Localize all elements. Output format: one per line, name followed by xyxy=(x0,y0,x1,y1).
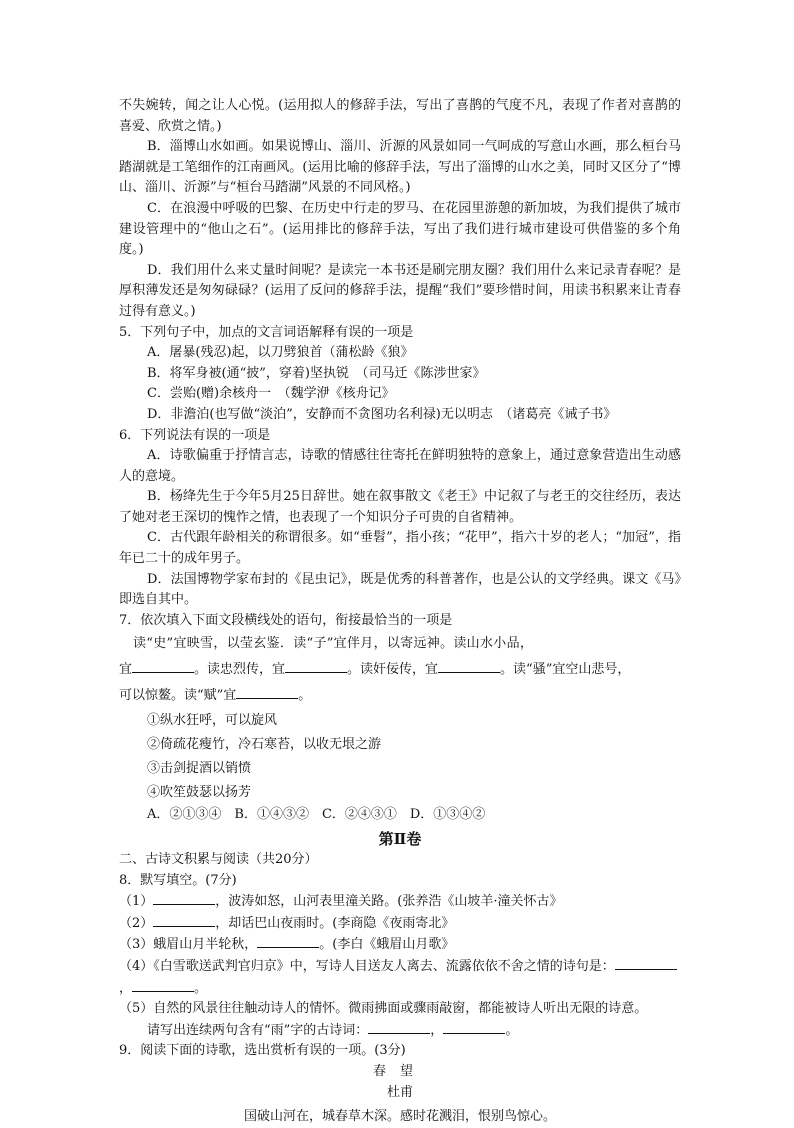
q4-option-c: C．在浪漫中呼吸的巴黎、在历史中行走的罗马、在花园里游憩的新加坡，为我们提供了城市建设管理中的“他山之石”。(运用排比的修辞手法，写出了我们进行城市建设可供借鉴的多个角度。) xyxy=(119,200,681,258)
q6-option-d: D．法国博物学家布封的《昆虫记》，既是优秀的科普著作，也是公认的文学经典。课文《马》即选自其中。 xyxy=(119,571,681,608)
q7-choice-2: ②倚疏花瘦竹，冷石寒苔，以收无垠之游 xyxy=(147,737,382,753)
answer-blank[interactable] xyxy=(438,659,500,673)
q8-item-2 xyxy=(119,913,681,935)
q6-option-c: C．古代跟年龄相关的称谓很多。如“垂髫”，指小孩；“花甲”，指六十岁的老人；“加冠”，指年已二十的成年男子。 xyxy=(119,530,681,567)
q7-text: 宜 xyxy=(119,662,133,678)
item-number: （1） xyxy=(119,894,154,910)
answer-blank[interactable] xyxy=(285,659,347,673)
answer-blank[interactable] xyxy=(132,978,194,992)
q8-item-4 xyxy=(119,956,681,999)
q5-option-b: B．将军身被(通“披”，穿着)坚执锐 （司马迁《陈涉世家》 xyxy=(147,365,486,381)
q8-item-3 xyxy=(119,934,681,956)
q7-answer-options: A．②①③④ B．①④③② C．②④③① D．①③④② xyxy=(147,807,486,823)
answer-blank[interactable] xyxy=(153,913,215,927)
separator: ， xyxy=(119,980,133,996)
poem-title: 春望 xyxy=(372,1063,427,1079)
end-mark: 。 xyxy=(505,1022,519,1038)
item-text: （4）《白雪歌送武判官归京》中，写诗人目送友人离去、流露依依不舍之情的诗句是： xyxy=(119,959,615,974)
item-number: （2） xyxy=(119,915,154,931)
answer-blank[interactable] xyxy=(368,1020,430,1034)
q8-item-1 xyxy=(119,891,681,913)
q7-stem: 7．依次填入下面文段横线处的语句，衔接最恰当的一项是 xyxy=(119,612,453,628)
q5-option-c: C．尝贻(赠)余核舟一 （魏学洢《核舟记》 xyxy=(147,386,395,402)
answer-blank[interactable] xyxy=(153,891,215,905)
q8-item-5: （5）自然的风景往往触动诗人的情怀。微雨拂面或骤雨敲窗，都能被诗人听出无限的诗意。 xyxy=(119,1001,648,1017)
q4-option-d: D．我们用什么来丈量时间呢？是读完一本书还是刷完朋友圈？我们用什么来记录青春呢？是厚积薄发还是匆匆碌碌？(运用了反问的修辞手法，提醒“我们”要珍惜时间，用读书积累来让青春过得有意义。) xyxy=(119,262,681,319)
q6-option-b: B．杨绛先生于今年5月25日辞世。她在叙事散文《老王》中记叙了与老王的交往经历，表达了她对老王深切的愧怍之情，也表现了一个知识分子可贵的自省精神。 xyxy=(119,489,681,525)
end-mark: 。 xyxy=(194,980,208,996)
q5-option-a: A．屠暴(残忍)起，以刀劈狼首（蒲松龄《狼》 xyxy=(147,345,414,361)
answer-blank[interactable] xyxy=(132,659,194,673)
item-text: 。(李白《蛾眉山月歌》 xyxy=(319,937,455,953)
q9-stem: 9．阅读下面的诗歌，选出赏析有误的一项。(3分) xyxy=(119,1043,406,1059)
item-text: ，波涛如怒，山河表里潼关路。(张养浩《山坡羊·潼关怀古》 xyxy=(215,894,563,910)
item-text: ，却话巴山夜雨时。(李商隐《夜雨寄北》 xyxy=(215,915,455,931)
q7-choice-1: ①纵水狂呼，可以旋风 xyxy=(147,713,278,729)
q4-option-b: B．淄博山水如画。如果说博山、淄川、沂源的风景如同一气呵成的写意山水画，那么桓台马踏湖就是工笔细作的江南画风。(运用比喻的修辞手法，写出了淄博的山水之美，同时又区分了“博山、淄川、沂源”与“桓台马踏湖”风景的不同风格。) xyxy=(119,139,681,196)
section-title: 第Ⅱ卷 xyxy=(378,830,422,849)
q6-option-a: A．诗歌偏重于抒情言志，诗歌的情感往往寄托在鲜明独特的意象上，通过意象营造出生动感人的意境。 xyxy=(119,448,681,484)
q7-text: 。读忠烈传，宜 xyxy=(194,662,286,678)
q8-stem: 8．默写填空。(7分) xyxy=(119,872,237,888)
q7-text: 。读“骚”宜空山悲号， xyxy=(500,662,631,678)
q7-choice-3: ③击剑捉酒以销愤 xyxy=(147,761,252,777)
q6-stem: 6．下列说法有误的一项是 xyxy=(119,427,271,443)
answer-blank[interactable] xyxy=(615,956,677,970)
q4-option-a-end: 不失婉转，闻之让人心悦。(运用拟人的修辞手法，写出了喜鹊的气度不凡，表现了作者对喜鹊的喜爱、欣赏之情。) xyxy=(119,98,681,134)
q8-item-5-prompt xyxy=(119,1020,681,1042)
answer-blank[interactable] xyxy=(236,685,298,699)
exam-page xyxy=(119,96,681,1128)
q7-text: 可以惊鳌。读“赋”宜 xyxy=(119,688,237,704)
separator: ， xyxy=(430,1022,444,1038)
item-text: 请写出连续两句含有“雨”字的古诗词： xyxy=(147,1022,369,1038)
poem-line: 国破山河在，城春草木深。感时花溅泪，恨别鸟惊心。 xyxy=(243,1109,556,1125)
item-text: （3）蛾眉山月半轮秋， xyxy=(119,937,258,953)
q7-paragraph-line3 xyxy=(119,683,681,709)
answer-blank[interactable] xyxy=(443,1020,505,1034)
q7-choice-4: ④吹笙鼓瑟以扬芳 xyxy=(147,785,252,801)
q7-text: 。 xyxy=(298,688,312,704)
answer-blank[interactable] xyxy=(257,934,319,948)
q7-paragraph-line1: 读“史”宜映雪，以莹玄鉴．读“子”宜伴月，以寄远神。读山水小品， xyxy=(133,636,534,652)
q5-stem: 5．下列句子中，加点的文言词语解释有误的一项是 xyxy=(119,324,414,340)
q5-option-d: D．非澹泊(也写做“淡泊”，安静而不贪图功名利禄)无以明志 （诸葛亮《诫子书》 xyxy=(147,406,617,422)
q7-paragraph-line2 xyxy=(119,657,681,683)
q7-text: 。读奸佞传，宜 xyxy=(347,662,439,678)
poem-author: 杜甫 xyxy=(386,1084,413,1100)
part-heading: 二、古诗文积累与阅读（共20分） xyxy=(119,852,318,868)
